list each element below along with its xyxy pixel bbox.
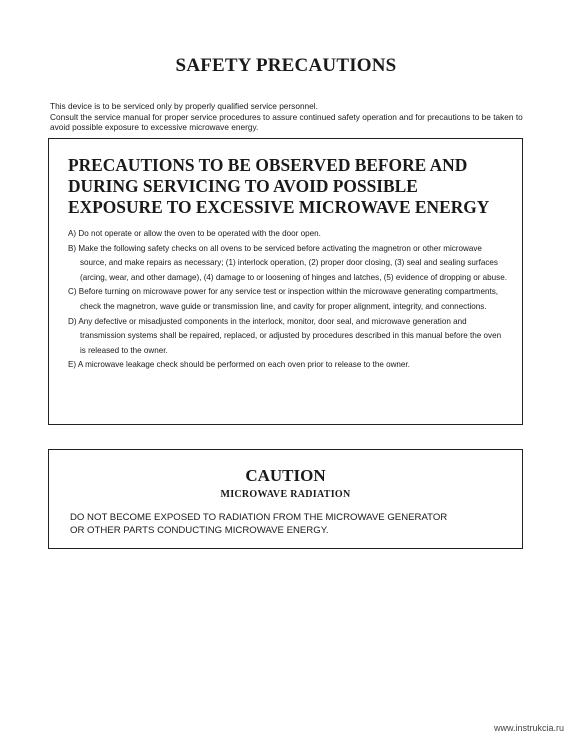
precautions-heading-line: EXPOSURE TO EXCESSIVE MICROWAVE ENERGY: [68, 197, 490, 217]
precaution-item-e: E) A microwave leakage check should be performed on each oven prior to release to the owner.: [68, 360, 410, 370]
caution-title: CAUTION: [245, 466, 326, 485]
intro-line-qualified-personnel: This device is to be serviced only by properly qualified service personnel.: [50, 101, 318, 111]
intro-text: [50, 101, 530, 133]
precautions-heading: [68, 155, 508, 218]
page-title: SAFETY PRECAUTIONS: [175, 55, 397, 76]
caution-box: [48, 449, 523, 549]
caution-text-line: OR OTHER PARTS CONDUCTING MICROWAVE ENERGY.: [70, 525, 329, 536]
precautions-box: [48, 138, 523, 425]
precaution-item-d: D) Any defective or misadjusted components in the interlock, monitor, door seal, and microwave generation and transmission systems shall be repaired, replaced, or adjusted by procedures described in this manual before the oven is released to the owner.: [68, 316, 502, 355]
precautions-heading-line: DURING SERVICING TO AVOID POSSIBLE: [68, 176, 418, 196]
precautions-heading-line: PRECAUTIONS TO BE OBSERVED BEFORE AND: [68, 155, 468, 175]
precaution-item-a: A) Do not operate or allow the oven to be operated with the door open.: [68, 229, 321, 238]
precaution-item-b: B) Make the following safety checks on all ovens to be serviced before activating the magnetron or other microwave source, and make repairs as necessary; (1) interlock operation, (2) proper door closing, (3) seal and sealing surfaces (arcing, wear, and other damage), (4) damage to or loosening of hinges and latches, (5) evidence of dropping or abuse.: [68, 243, 507, 282]
intro-line-service-manual: Consult the service manual for proper service procedures to assure continued safety operation and for precautions to be taken to avoid possible exposure to excessive microwave energy.: [50, 111, 523, 132]
caution-subtitle: MICROWAVE RADIATION: [220, 489, 351, 500]
watermark-link[interactable]: www.instrukcia.ru: [493, 723, 564, 733]
precautions-list: [68, 227, 508, 373]
caution-text: [70, 511, 510, 537]
caution-text-line: DO NOT BECOME EXPOSED TO RADIATION FROM THE MICROWAVE GENERATOR: [70, 512, 448, 523]
precaution-item-c: C) Before turning on microwave power for any service test or inspection within the microwave generating compartments, check the magnetron, wave guide or transmission line, and cavity for proper alignment, integrity, and connections.: [68, 287, 499, 311]
